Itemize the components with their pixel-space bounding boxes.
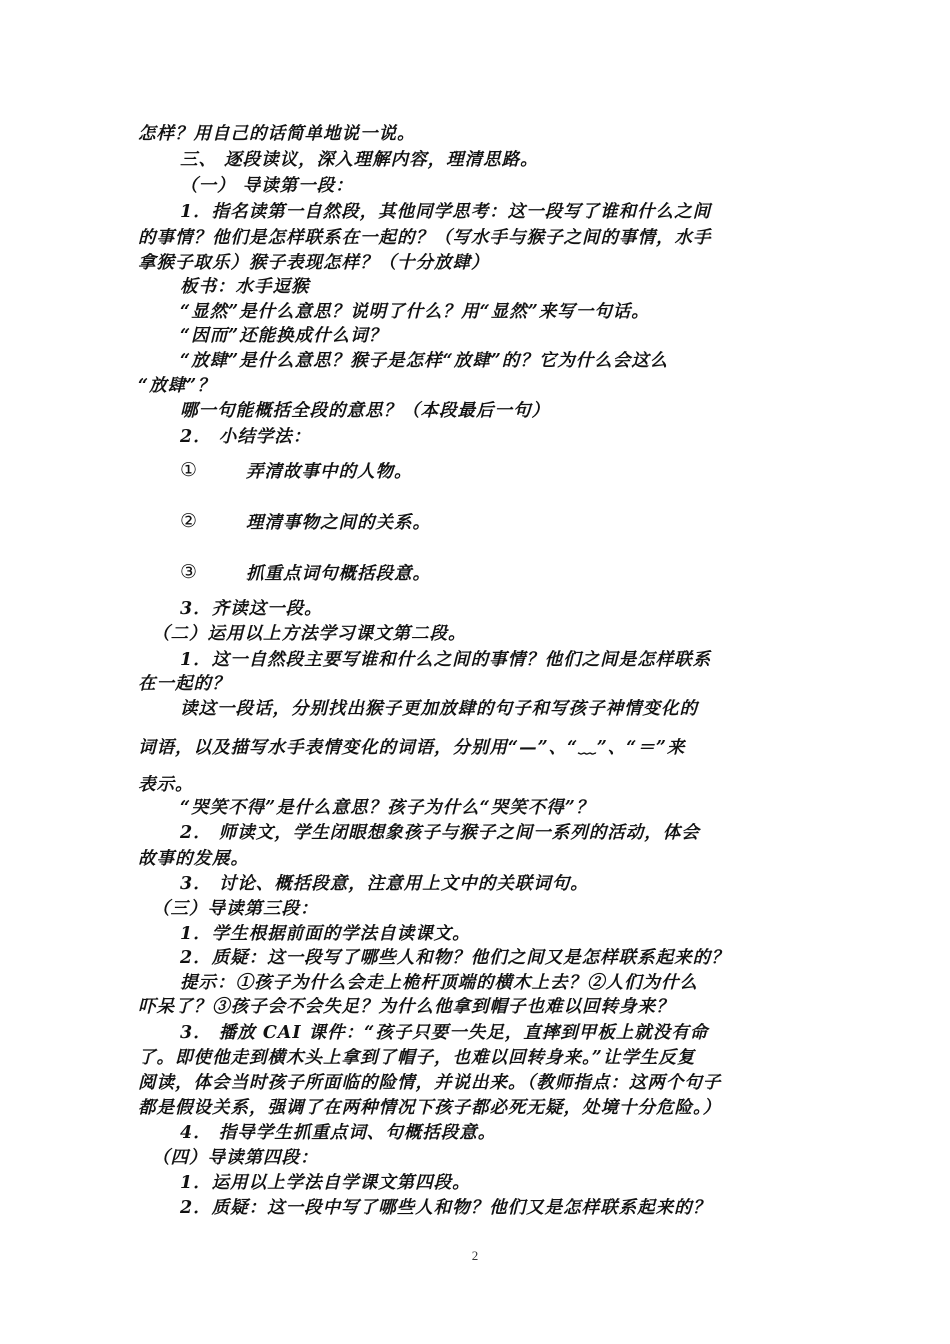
text-line: “显然”是什么意思？说明了什么？用“显然”来写一句话。 — [180, 302, 650, 322]
text-line: 怎样？用自己的话简单地说一说。 — [138, 124, 416, 144]
text-line: 在一起的？ — [138, 674, 231, 694]
subsection-heading: （三）导读第三段： — [152, 899, 319, 919]
text-line: 3． 讨论、概括段意，注意用上文中的关联词句。 — [180, 874, 589, 894]
text-line: 哪一句能概括全段的意思？（本段最后一句） — [180, 401, 550, 421]
circled-list-item: 理清事物之间的关系。 — [246, 513, 431, 533]
text-line: 1．这一自然段主要写谁和什么之间的事情？他们之间是怎样联系 — [180, 650, 712, 670]
circled-number-marker: ① — [180, 459, 198, 481]
text-line: 了。即使他走到横木头上拿到了帽子，也难以回转身来。”让学生反复 — [138, 1048, 696, 1068]
text-line: 阅读，体会当时孩子所面临的险情，并说出来。（教师指点：这两个句子 — [138, 1073, 722, 1093]
text-line: “放肆”？ — [138, 376, 216, 396]
text-line: 表示。 — [138, 775, 194, 795]
text-line: “放肆”是什么意思？猴子是怎样“放肆”的？它为什么会这么 — [180, 351, 669, 371]
text-line: 1．指名读第一自然段，其他同学思考：这一段写了谁和什么之间 — [180, 202, 712, 222]
text-line: 2．质疑：这一段写了哪些人和物？他们之间又是怎样联系起来的？ — [180, 948, 730, 968]
text-line: 提示：①孩子为什么会走上桅杆顶端的横木上去？②人们为什么 — [180, 973, 698, 993]
text-line: 2． 师读文，学生闭眼想象孩子与猴子之间一系列的活动，体会 — [180, 823, 700, 843]
circled-list-item: 抓重点词句概括段意。 — [246, 564, 431, 584]
subsection-heading: （一） 导读第一段： — [180, 176, 354, 196]
subsection-heading: （四）导读第四段： — [152, 1148, 319, 1168]
text-line: 拿猴子取乐）猴子表现怎样？（十分放肆） — [138, 253, 490, 273]
text-line: 1．运用以上学法自学课文第四段。 — [180, 1173, 471, 1193]
text-line: 的事情？他们是怎样联系在一起的？（写水手与猴子之间的事情，水手 — [138, 228, 712, 248]
text-line: 吓呆了？③孩子会不会失足？为什么他拿到帽子也难以回转身来？ — [138, 997, 675, 1017]
text-line: 词语，以及描写水手表情变化的词语，分别用“—”、“﹏”、“＝”来 — [138, 738, 686, 758]
circled-list-item: 弄清故事中的人物。 — [246, 462, 413, 482]
text-line: 2． 小结学法： — [180, 427, 312, 447]
circled-number-marker: ③ — [180, 561, 198, 583]
text-line: 都是假设关系，强调了在两种情况下孩子都必死无疑，处境十分危险。） — [138, 1098, 722, 1118]
text-line: “哭笑不得”是什么意思？孩子为什么“哭笑不得”？ — [180, 798, 595, 818]
section-heading: 三、 逐段读议，深入理解内容，理清思路。 — [180, 150, 539, 170]
text-line: 4． 指导学生抓重点词、句概括段意。 — [180, 1123, 497, 1143]
text-line: 3．齐读这一段。 — [180, 599, 323, 619]
text-line: 1．学生根据前面的学法自读课文。 — [180, 924, 471, 944]
page-number: 2 — [471, 1248, 479, 1263]
text-line: 3． 播放 CAI 课件：“孩子只要一失足，直摔到甲板上就没有命 — [180, 1023, 709, 1043]
circled-number-marker: ② — [180, 510, 198, 532]
text-line: 故事的发展。 — [138, 849, 249, 869]
text-line: 板书：水手逗猴 — [180, 277, 310, 297]
text-line: 2．质疑：这一段中写了哪些人和物？他们又是怎样联系起来的？ — [180, 1198, 712, 1218]
text-line: 读这一段话，分别找出猴子更加放肆的句子和写孩子神情变化的 — [180, 699, 698, 719]
subsection-heading: （二）运用以上方法学习课文第二段。 — [152, 624, 467, 644]
text-line: “因而”还能换成什么词？ — [180, 326, 388, 346]
